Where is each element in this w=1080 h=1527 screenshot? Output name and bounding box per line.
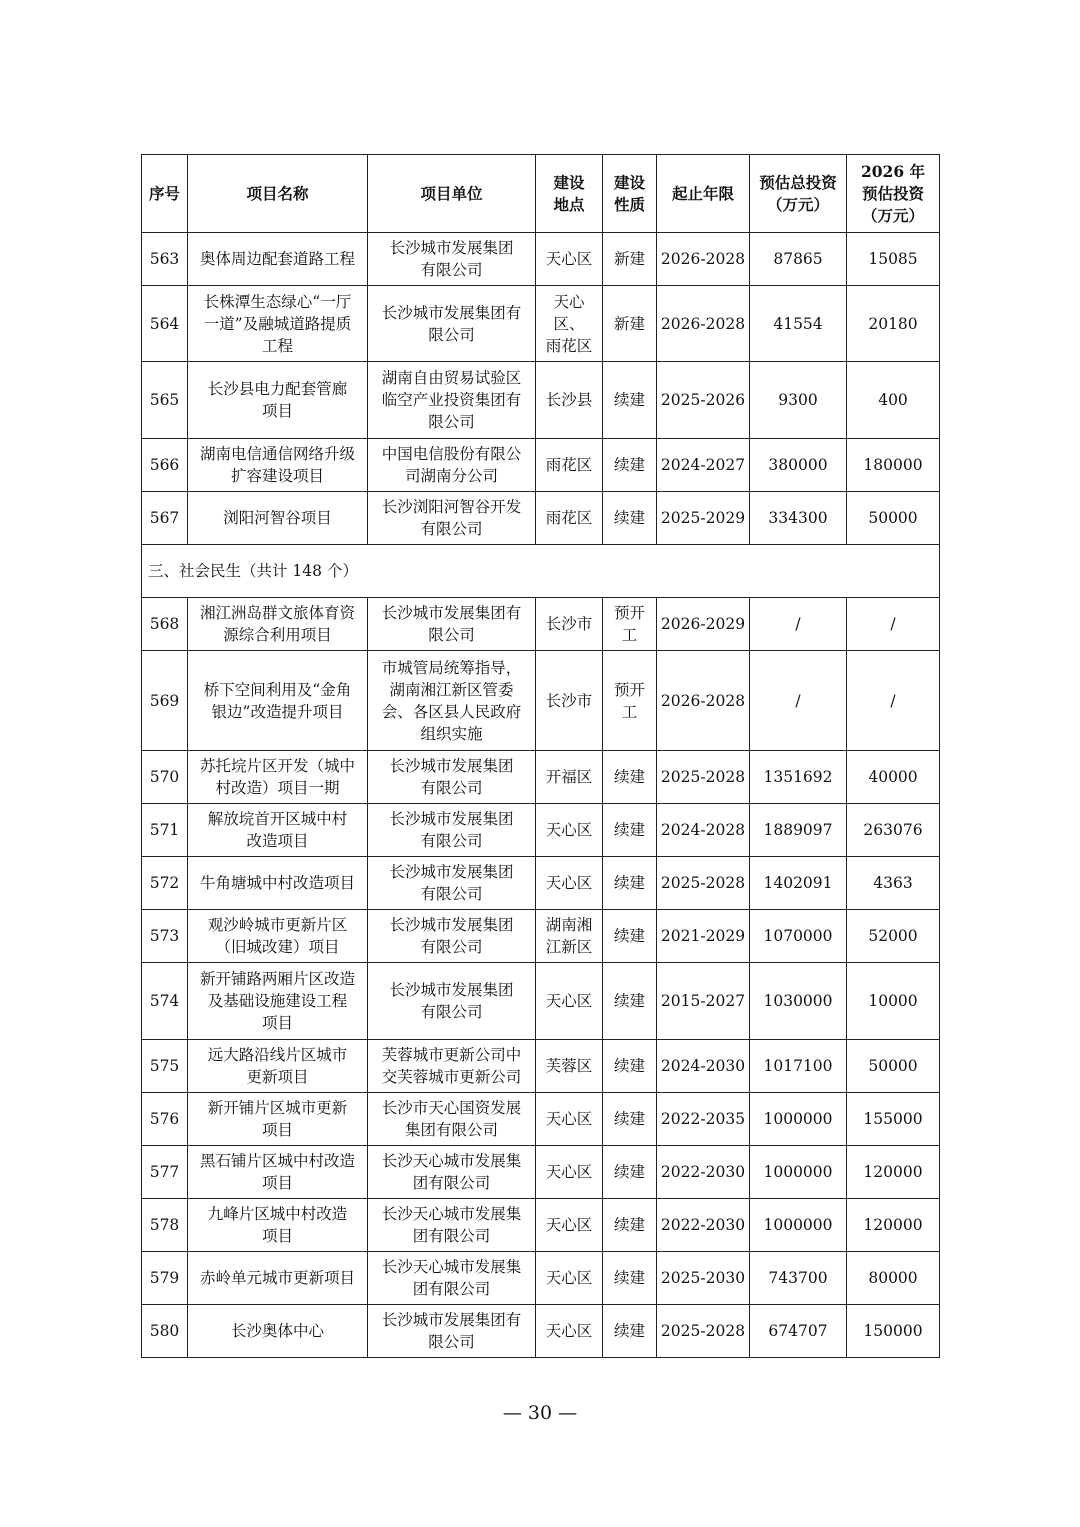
cell-2026: 150000 [847,1305,940,1358]
table-row [142,1040,940,1093]
cell-2026: 120000 [847,1146,940,1199]
cell-no: 574 [142,963,188,1040]
table-row [142,1305,940,1358]
cell-unit: 长沙城市发展集团 有限公司 [368,233,536,286]
cell-2026: 4363 [847,857,940,910]
cell-total: 1017100 [750,1040,847,1093]
cell-2026: 20180 [847,286,940,362]
table-row [142,910,940,963]
cell-total: 674707 [750,1305,847,1358]
cell-type: 续建 [603,1093,657,1146]
cell-unit: 市城管局统筹指导， 湖南湘江新区管委 会、各区县人民政府 组织实施 [368,651,536,751]
cell-location: 湖南湘 江新区 [536,910,603,963]
cell-years: 2025-2026 [657,362,750,439]
cell-unit: 芙蓉城市更新公司中 交芙蓉城市更新公司 [368,1040,536,1093]
cell-total: 1351692 [750,751,847,804]
cell-years: 2025-2029 [657,492,750,545]
table-row [142,804,940,857]
cell-unit: 长沙城市发展集团有 限公司 [368,1305,536,1358]
cell-no: 571 [142,804,188,857]
cell-location: 天心区 [536,1199,603,1252]
header-location: 建设 地点 [536,155,603,233]
cell-name: 长沙奥体中心 [188,1305,368,1358]
cell-type: 续建 [603,804,657,857]
cell-total: 1070000 [750,910,847,963]
cell-unit: 长沙浏阳河智谷开发 有限公司 [368,492,536,545]
cell-years: 2025-2030 [657,1252,750,1305]
cell-type: 续建 [603,910,657,963]
cell-2026: 120000 [847,1199,940,1252]
cell-unit: 长沙城市发展集团有 限公司 [368,598,536,651]
cell-location: 天心区 [536,1305,603,1358]
cell-no: 573 [142,910,188,963]
cell-no: 563 [142,233,188,286]
cell-years: 2024-2027 [657,439,750,492]
cell-no: 576 [142,1093,188,1146]
cell-total: 743700 [750,1252,847,1305]
cell-type: 续建 [603,857,657,910]
cell-location: 雨花区 [536,492,603,545]
cell-no: 580 [142,1305,188,1358]
cell-2026: 50000 [847,1040,940,1093]
cell-total: / [750,651,847,751]
cell-location: 长沙市 [536,598,603,651]
cell-location: 天心区 [536,857,603,910]
cell-unit: 长沙城市发展集团有 限公司 [368,286,536,362]
cell-location: 天心区 [536,804,603,857]
section-title: 三、社会民生（共计 148 个） [142,545,940,598]
table-row [142,286,940,362]
table-row [142,651,940,751]
cell-2026: / [847,651,940,751]
cell-unit: 长沙城市发展集团 有限公司 [368,804,536,857]
table-row [142,1199,940,1252]
cell-unit: 长沙城市发展集团 有限公司 [368,963,536,1040]
cell-total: 334300 [750,492,847,545]
cell-name: 九峰片区城中村改造 项目 [188,1199,368,1252]
cell-2026: 52000 [847,910,940,963]
cell-unit: 湖南自由贸易试验区 临空产业投资集团有 限公司 [368,362,536,439]
table-row [142,857,940,910]
cell-total: 87865 [750,233,847,286]
cell-unit: 长沙城市发展集团 有限公司 [368,910,536,963]
cell-2026: 80000 [847,1252,940,1305]
header-no: 序号 [142,155,188,233]
cell-type: 续建 [603,1040,657,1093]
cell-2026: 155000 [847,1093,940,1146]
cell-years: 2022-2030 [657,1146,750,1199]
cell-unit: 长沙天心城市发展集 团有限公司 [368,1199,536,1252]
cell-type: 续建 [603,492,657,545]
cell-no: 579 [142,1252,188,1305]
cell-name: 长沙县电力配套管廊 项目 [188,362,368,439]
cell-name: 远大路沿线片区城市 更新项目 [188,1040,368,1093]
table-row [142,751,940,804]
cell-type: 续建 [603,439,657,492]
table-row [142,963,940,1040]
cell-total: 1402091 [750,857,847,910]
cell-2026: 10000 [847,963,940,1040]
cell-location: 雨花区 [536,439,603,492]
cell-years: 2024-2028 [657,804,750,857]
table-row [142,233,940,286]
cell-total: 41554 [750,286,847,362]
cell-name: 观沙岭城市更新片区 （旧城改建）项目 [188,910,368,963]
cell-name: 湘江洲岛群文旅体育资 源综合利用项目 [188,598,368,651]
table-header-row [142,155,940,233]
cell-years: 2025-2028 [657,857,750,910]
cell-location: 天心区 [536,233,603,286]
cell-type: 预开 工 [603,598,657,651]
cell-no: 565 [142,362,188,439]
cell-total: 1889097 [750,804,847,857]
cell-type: 续建 [603,963,657,1040]
cell-no: 564 [142,286,188,362]
cell-type: 续建 [603,362,657,439]
table-row [142,492,940,545]
cell-type: 续建 [603,1305,657,1358]
cell-location: 天心区 [536,1093,603,1146]
cell-unit: 中国电信股份有限公 司湖南分公司 [368,439,536,492]
cell-name: 湖南电信通信网络升级 扩容建设项目 [188,439,368,492]
cell-years: 2022-2035 [657,1093,750,1146]
cell-location: 天心区 [536,963,603,1040]
cell-2026: / [847,598,940,651]
cell-type: 新建 [603,233,657,286]
cell-years: 2022-2030 [657,1199,750,1252]
cell-total: / [750,598,847,651]
header-name: 项目名称 [188,155,368,233]
cell-no: 578 [142,1199,188,1252]
cell-years: 2025-2028 [657,1305,750,1358]
cell-location: 芙蓉区 [536,1040,603,1093]
cell-location: 天心区 [536,1252,603,1305]
cell-years: 2026-2028 [657,286,750,362]
cell-years: 2024-2030 [657,1040,750,1093]
cell-name: 牛角塘城中村改造项目 [188,857,368,910]
cell-2026: 40000 [847,751,940,804]
cell-years: 2015-2027 [657,963,750,1040]
cell-name: 长株潭生态绿心“一厅 一道”及融城道路提质 工程 [188,286,368,362]
page-number: — 30 — [502,1402,578,1424]
section-row [142,545,940,598]
cell-unit: 长沙天心城市发展集 团有限公司 [368,1252,536,1305]
cell-type: 续建 [603,1199,657,1252]
cell-no: 575 [142,1040,188,1093]
cell-years: 2021-2029 [657,910,750,963]
cell-no: 572 [142,857,188,910]
cell-name: 赤岭单元城市更新项目 [188,1252,368,1305]
cell-location: 开福区 [536,751,603,804]
cell-location: 天心区、 雨花区 [536,286,603,362]
table-row [142,1252,940,1305]
cell-name: 桥下空间利用及“金角 银边”改造提升项目 [188,651,368,751]
cell-total: 1000000 [750,1093,847,1146]
table-row [142,1093,940,1146]
cell-name: 苏托垸片区开发（城中 村改造）项目一期 [188,751,368,804]
cell-location: 长沙县 [536,362,603,439]
cell-name: 奥体周边配套道路工程 [188,233,368,286]
header-unit: 项目单位 [368,155,536,233]
header-years: 起止年限 [657,155,750,233]
cell-2026: 15085 [847,233,940,286]
cell-type: 续建 [603,751,657,804]
cell-no: 567 [142,492,188,545]
header-total: 预估总投资 （万元） [750,155,847,233]
cell-total: 1000000 [750,1146,847,1199]
table-row [142,598,940,651]
cell-2026: 400 [847,362,940,439]
cell-unit: 长沙城市发展集团 有限公司 [368,857,536,910]
cell-no: 569 [142,651,188,751]
cell-type: 续建 [603,1146,657,1199]
cell-unit: 长沙天心城市发展集 团有限公司 [368,1146,536,1199]
cell-years: 2026-2028 [657,651,750,751]
table-row [142,362,940,439]
cell-no: 568 [142,598,188,651]
cell-name: 解放垸首开区城中村 改造项目 [188,804,368,857]
cell-location: 天心区 [536,1146,603,1199]
cell-no: 577 [142,1146,188,1199]
cell-type: 新建 [603,286,657,362]
cell-type: 预开 工 [603,651,657,751]
project-table [141,154,940,1358]
cell-total: 9300 [750,362,847,439]
table-body [142,233,940,1358]
cell-total: 1000000 [750,1199,847,1252]
cell-years: 2026-2029 [657,598,750,651]
cell-name: 新开铺路两厢片区改造 及基础设施建设工程 项目 [188,963,368,1040]
header-type: 建设 性质 [603,155,657,233]
cell-unit: 长沙城市发展集团 有限公司 [368,751,536,804]
cell-no: 566 [142,439,188,492]
table-row [142,439,940,492]
cell-name: 浏阳河智谷项目 [188,492,368,545]
cell-type: 续建 [603,1252,657,1305]
cell-name: 新开铺片区城市更新 项目 [188,1093,368,1146]
cell-2026: 263076 [847,804,940,857]
table-row [142,1146,940,1199]
cell-total: 1030000 [750,963,847,1040]
cell-no: 570 [142,751,188,804]
cell-2026: 180000 [847,439,940,492]
cell-2026: 50000 [847,492,940,545]
cell-location: 长沙市 [536,651,603,751]
cell-total: 380000 [750,439,847,492]
cell-years: 2025-2028 [657,751,750,804]
cell-unit: 长沙市天心国资发展 集团有限公司 [368,1093,536,1146]
cell-name: 黑石铺片区城中村改造 项目 [188,1146,368,1199]
cell-years: 2026-2028 [657,233,750,286]
header-2026: 2026 年 预估投资 （万元） [847,155,940,233]
